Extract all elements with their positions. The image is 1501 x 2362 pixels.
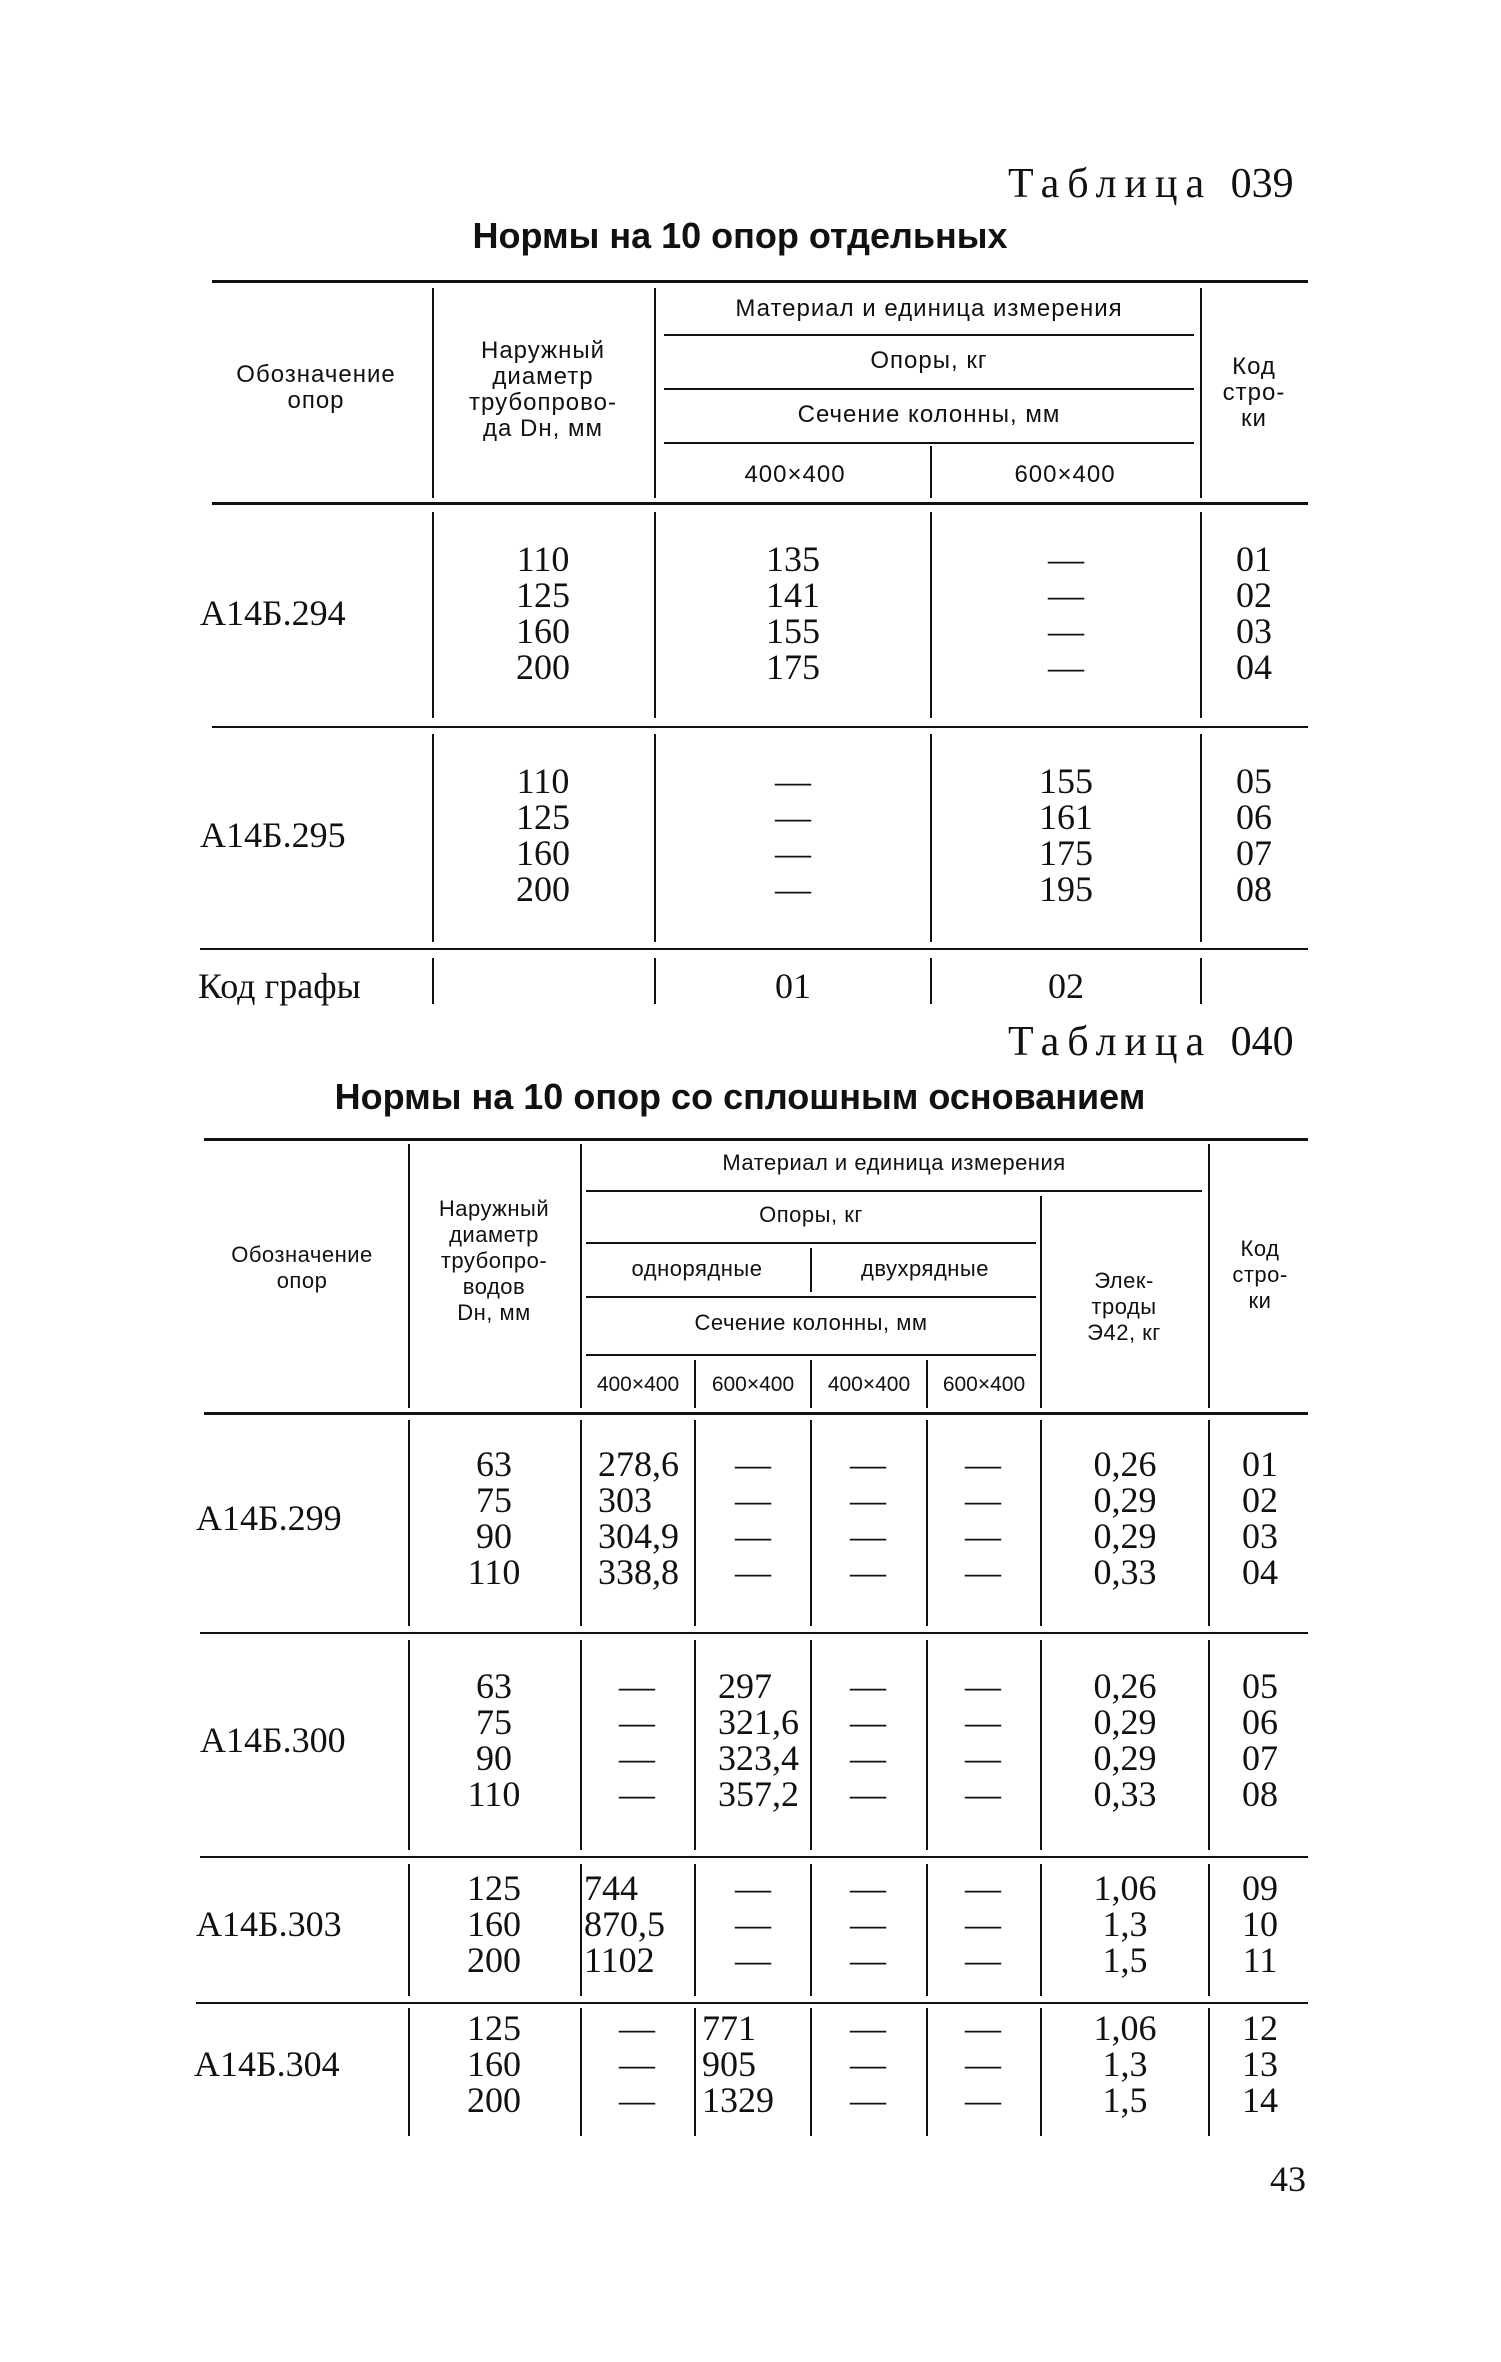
header-code	[1204, 354, 1304, 432]
value-cell: — — —	[965, 2008, 1001, 2120]
rule	[654, 512, 656, 718]
header-size: 400×400	[827, 1373, 911, 1396]
value-cell: — — — —	[735, 1444, 771, 1592]
diameter-cell: 125 160 200	[467, 2008, 521, 2120]
header-line: Код	[1232, 353, 1276, 380]
header-line: Код	[1240, 1236, 1280, 1261]
diameter-cell: 125 160 200	[467, 1868, 521, 1980]
rule	[1208, 1640, 1210, 1850]
rule	[432, 958, 434, 1004]
rule	[204, 1412, 1308, 1415]
rule	[694, 1864, 696, 1996]
rule	[1200, 512, 1202, 718]
header-line: да Dн, мм	[483, 415, 603, 442]
rule	[664, 334, 1194, 336]
header-section: Сечение колонны, мм	[694, 1310, 928, 1335]
header-supports: Опоры, кг	[870, 347, 988, 374]
header-section: Сечение колонны, мм	[797, 401, 1061, 428]
value-cell: — — — —	[775, 761, 811, 909]
designation-cell: А14Б.304	[194, 2044, 340, 2084]
header-line: диаметр	[449, 1222, 539, 1247]
value-cell: — — — —	[965, 1666, 1001, 1814]
table-040-title: Нормы на 10 опор со сплошным основанием	[334, 1076, 1146, 1117]
rule	[664, 442, 1194, 444]
column-code-label: Код графы	[198, 966, 361, 1006]
rule	[926, 1640, 928, 1850]
rule	[212, 726, 1308, 728]
electrodes-cell: 0,26 0,29 0,29 0,33	[1093, 1444, 1157, 1592]
rule	[586, 1354, 1036, 1356]
header-line: Наружный	[438, 1196, 550, 1221]
rule	[1200, 958, 1202, 1004]
rule	[580, 1864, 582, 1996]
value-cell: — — — —	[850, 1444, 886, 1592]
value-cell: — — —	[965, 1868, 1001, 1980]
caption-number: 039	[1230, 161, 1294, 207]
code-cell: 05 06 07 08	[1242, 1666, 1278, 1814]
rule	[926, 2008, 928, 2136]
caption-word: Таблица	[1008, 1019, 1213, 1065]
rule	[810, 1864, 812, 1996]
header-line: Обозначение	[236, 361, 396, 388]
value-cell: 744 870,5 1102	[584, 1868, 665, 1980]
value-cell: — — — —	[965, 1444, 1001, 1592]
rule	[930, 446, 932, 498]
rule	[654, 958, 656, 1004]
header-material: Материал и единица измерения	[722, 1150, 1066, 1175]
header-diameter	[436, 338, 650, 442]
rule	[200, 1856, 1308, 1858]
header-size-1: 400×400	[744, 461, 846, 488]
header-line: Наружный	[481, 337, 605, 364]
rule	[586, 1190, 1202, 1192]
header-double-row: двухрядные	[861, 1256, 989, 1281]
rule	[204, 1138, 1308, 1141]
rule	[200, 1632, 1308, 1634]
rule	[810, 1420, 812, 1626]
header-line: трубопро-	[440, 1248, 548, 1273]
designation-cell: А14Б.295	[200, 815, 346, 855]
header-material: Материал и единица измерения	[735, 295, 1123, 322]
rule	[432, 512, 434, 718]
designation-cell: А14Б.300	[200, 1720, 346, 1760]
electrodes-cell: 1,06 1,3 1,5	[1093, 1868, 1157, 1980]
header-line: Dн, мм	[457, 1300, 531, 1325]
code-cell: 05 06 07 08	[1236, 761, 1272, 909]
code-cell: 01 02 03 04	[1236, 539, 1272, 687]
header-size: 400×400	[596, 1373, 680, 1396]
value-cell: — — —	[850, 2008, 886, 2120]
column-code-1: 01	[775, 966, 811, 1006]
value-cell: 771 905 1329	[702, 2008, 774, 2120]
header-line: ки	[1248, 1288, 1272, 1313]
rule	[432, 734, 434, 942]
rule	[926, 1864, 928, 1996]
rule	[1200, 734, 1202, 942]
value-cell: 135 141 155 175	[766, 539, 820, 687]
electrodes-cell: 1,06 1,3 1,5	[1093, 2008, 1157, 2120]
value-cell: 278,6 303 304,9 338,8	[598, 1444, 679, 1592]
rule	[586, 1242, 1036, 1244]
header-line: Обозначение	[231, 1242, 373, 1267]
rule	[810, 2008, 812, 2136]
rule	[1208, 1144, 1210, 1408]
header-supports: Опоры, кг	[759, 1202, 863, 1227]
rule	[580, 1640, 582, 1850]
rule	[930, 512, 932, 718]
rule	[694, 1420, 696, 1626]
designation-cell: А14Б.303	[196, 1904, 342, 1944]
code-cell: 09 10 11	[1242, 1868, 1278, 1980]
table-040-caption	[1008, 1018, 1294, 1066]
rule	[1040, 1640, 1042, 1850]
header-code	[1212, 1236, 1308, 1314]
header-line: стро-	[1222, 379, 1286, 406]
header-size: 600×400	[711, 1373, 795, 1396]
rule	[926, 1420, 928, 1626]
rule	[654, 734, 656, 942]
diameter-cell: 63 75 90 110	[467, 1666, 521, 1814]
rule	[810, 1248, 812, 1292]
rule	[930, 734, 932, 942]
rule	[586, 1296, 1036, 1298]
value-cell: — — — —	[1048, 539, 1084, 687]
header-size: 600×400	[942, 1373, 1026, 1396]
rule	[212, 502, 1308, 505]
rule	[1208, 1420, 1210, 1626]
rule	[580, 1144, 582, 1408]
rule	[664, 388, 1194, 390]
header-line: Э42, кг	[1087, 1320, 1161, 1345]
rule	[654, 288, 656, 498]
header-line: стро-	[1232, 1262, 1288, 1287]
table-039-title: Нормы на 10 опор отдельных	[472, 215, 1008, 256]
header-single-row: однорядные	[631, 1256, 763, 1281]
header-diameter	[410, 1196, 578, 1326]
caption-number: 040	[1230, 1019, 1294, 1065]
designation-cell: А14Б.294	[200, 593, 346, 633]
page-number: 43	[1270, 2159, 1306, 2199]
rule	[432, 288, 434, 498]
header-line: ки	[1241, 405, 1267, 432]
rule	[1040, 1196, 1042, 1408]
value-cell: — — —	[619, 2008, 655, 2120]
electrodes-cell: 0,26 0,29 0,29 0,33	[1093, 1666, 1157, 1814]
value-cell: — — —	[735, 1868, 771, 1980]
caption-word: Таблица	[1008, 161, 1213, 207]
diameter-cell: 110 125 160 200	[516, 761, 570, 909]
rule	[580, 1420, 582, 1626]
rule	[1040, 2008, 1042, 2136]
rule	[930, 958, 932, 1004]
rule	[694, 2008, 696, 2136]
header-designation	[204, 362, 428, 414]
rule	[1208, 1864, 1210, 1996]
column-code-2: 02	[1048, 966, 1084, 1006]
header-line: троды	[1091, 1294, 1157, 1319]
rule	[1040, 1864, 1042, 1996]
table-039-caption	[1008, 160, 1294, 208]
header-designation	[200, 1242, 404, 1294]
rule	[196, 2002, 1308, 2004]
rule	[1208, 2008, 1210, 2136]
rule	[212, 280, 1308, 283]
header-line: водов	[462, 1274, 526, 1299]
code-cell: 01 02 03 04	[1242, 1444, 1278, 1592]
header-line: Элек-	[1094, 1268, 1154, 1293]
header-size-2: 600×400	[1014, 461, 1116, 488]
code-cell: 12 13 14	[1242, 2008, 1278, 2120]
value-cell: 297 321,6 323,4 357,2	[718, 1666, 799, 1814]
diameter-cell: 63 75 90 110	[467, 1444, 521, 1592]
rule	[694, 1640, 696, 1850]
rule	[810, 1640, 812, 1850]
rule	[1040, 1420, 1042, 1626]
value-cell: — — — —	[850, 1666, 886, 1814]
rule	[200, 948, 1308, 950]
header-line: опор	[276, 1268, 328, 1293]
rule	[580, 2008, 582, 2136]
diameter-cell: 110 125 160 200	[516, 539, 570, 687]
header-line: диаметр	[492, 363, 594, 390]
header-line: опор	[287, 387, 345, 414]
value-cell: 155 161 175 195	[1039, 761, 1093, 909]
designation-cell: А14Б.299	[196, 1498, 342, 1538]
value-cell: — — —	[850, 1868, 886, 1980]
value-cell: — — — —	[619, 1666, 655, 1814]
header-line: трубопрово-	[469, 389, 617, 416]
rule	[1200, 288, 1202, 498]
header-electrodes	[1044, 1268, 1204, 1346]
